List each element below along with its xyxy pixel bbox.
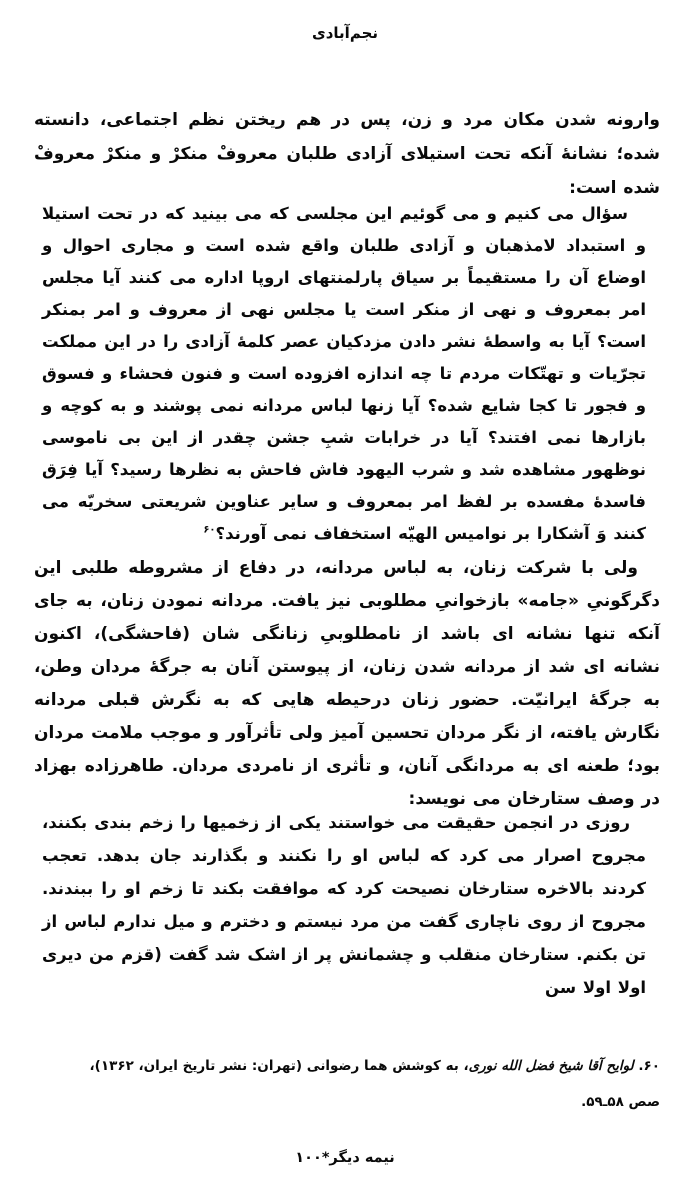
footnote-page-range: صص ۵۸ـ۵۹. xyxy=(581,1094,660,1110)
footnote-reference-mark: ۶۰ xyxy=(203,524,216,536)
footnote xyxy=(50,1048,660,1120)
commentary-paragraph: ولی با شرکت زنان، به لباس مردانه، در دفاع از مشروطه طلبی این دگرگونیِ «جامه» بازخوانیِ مطلوبی نیز یافت. مردانه نمودن زنان، به جای آنکه تنها نشانه ای باشد از نامطلوبیِ زنانگی شان (فاحشگی)، اکنون نشانه ای شد از مردانه شدن زنان، از پیوستن آنان به جرگهٔ مردان وطن، به جرگهٔ ایرانیّت. حضور زنان درحیطه هایی که به نگرش قبلی مردانه نگارش یافته، از نگر مردان تحسین آمیز ولی تأثرآور و موجب ملامت مردان بود؛ طعنه ای به مردانگی آنان، و تأثری از نامردی مردان. طاهرزاده بهزاد در وصف ستارخان می نویسد: xyxy=(34,558,660,809)
blockquote-nuri xyxy=(42,198,646,550)
journal-page-number: نیمه دیگر*۱۰۰ xyxy=(295,1150,395,1166)
footnote-book-title: لوایح آقا شیخ فضل الله نوری xyxy=(468,1058,634,1074)
intro-paragraph: وارونه شدن مکان مرد و زن، پس در هم ریختن نظم اجتماعی، دانسته شده؛ نشانهٔ آنکه تحت استیلای آزادی طلبان معروفْ منکرْ و منکرْ معروفْ شده است: xyxy=(34,110,660,198)
footnote-number: ۶۰. xyxy=(638,1058,660,1074)
blockquote-sattarkhan: روزی در انجمن حقیقت می خواستند یکی از زخمیها را زخم بندی بکنند، مجروح اصرار می کرد که لباس او را نکنند و بگذارند جان بدهد. تعجب کردند بالاخره ستارخان نصیحت کرد که موافقت بکند تا زخم او را ببندند. مجروح از روی ناچاری گفت من مرد نیستم و دخترم و میل ندارم لباس از تن بکنم. ستارخان منقلب و چشمانش پر از اشک شد گفت (قزم من دیری اولا اولا سن xyxy=(42,813,646,997)
running-head: نجم‌آبادی xyxy=(311,24,379,42)
footnote-publication-info: ، به کوشش هما رضوانی (تهران: نشر تاریخ ایران، ۱۳۶۲)، xyxy=(89,1058,469,1074)
blockquote-nuri-text: سؤال می کنیم و می گوئیم این مجلسی که می بینید که در تحت استیلا و استبداد لامذهبان و آزادی طلبان واقع شده است و مجاری احوال و اوضاع آن را مستقیماً بر سیاق پارلمنتهای اروپا اداره می کنند آیا مجلس امر بمعروف و نهی از منکر است یا مجلس نهی از معروف و امر بمنکر است؟ آیا به واسطهٔ نشر دادن مزدکیان عصر کلمهٔ آزادی را در این مملکت تجرّیات و تهتّکات مردم تا چه اندازه افزوده است و فنون فحشاء و فسوق و فجور تا کجا شایع شده؟ آیا زنها لباس مردانه نمی پوشند و به کوچه و بازارها نمی افتند؟ آیا در خرابات شبِ جشن چقدر از این بی ناموسی نوظهور مشاهده شد و شرب الیهود فاش فاحش به نظرها رسید؟ آیا فِرَق فاسدهٔ مفسده بر لفظ امر بمعروف و سایر عناوین شریعتی سخریّه می کنند وَ آشکارا بر نوامیس الهیّه استخفاف نمی آورند؟ xyxy=(42,204,646,543)
